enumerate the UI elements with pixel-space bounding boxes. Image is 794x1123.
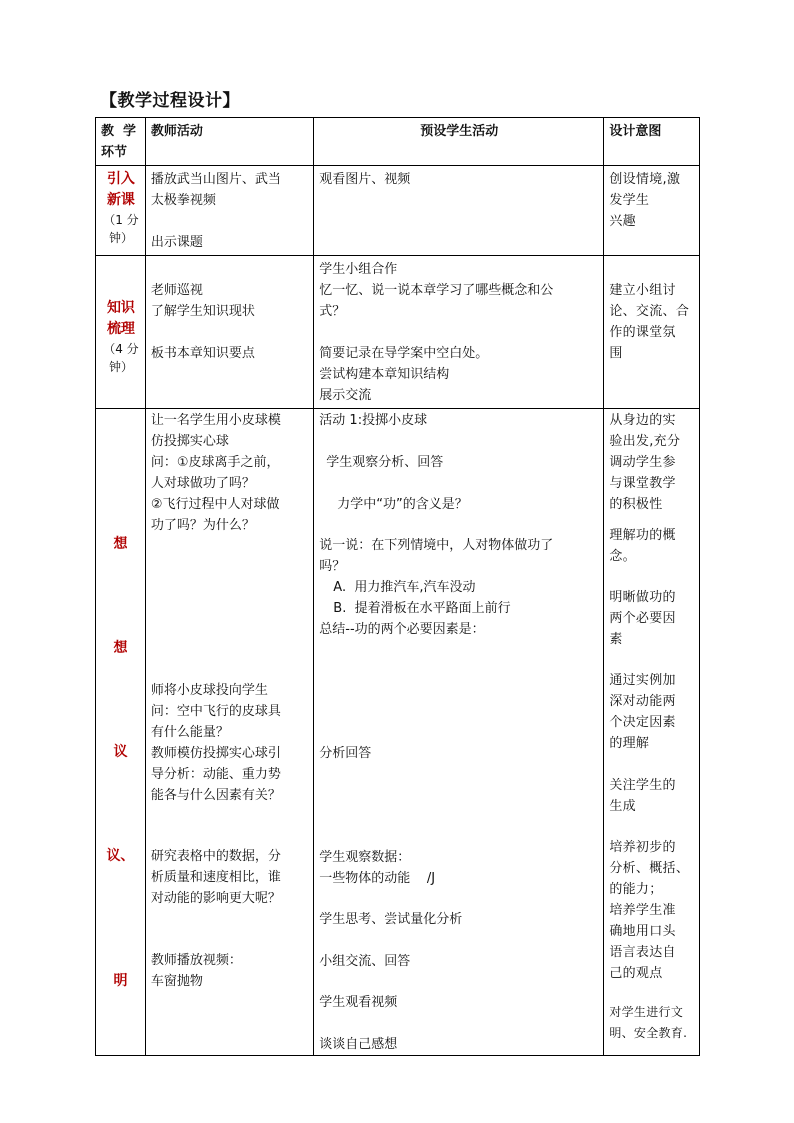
stage-discuss-char-3: 议 [113,744,128,760]
text-line: 尝试构建本章知识结构 [319,367,450,382]
text-line: 功了吗？为什么？ [150,518,255,533]
text-line: 播放武当山图片、武当 [150,172,281,187]
text-line: 围 [609,346,623,361]
text-line: 问：①皮球离手之前， [150,455,280,470]
text-line: 理解功的概 [609,528,676,543]
text-line: 人对球做功了吗？ [150,476,255,491]
text-line: 学生观察分析、回答 [326,455,444,470]
text-line: 教师模仿投掷实心球引 [150,746,281,761]
text-line: 活动 1:投掷小皮球 [319,413,428,428]
intent-discuss [604,409,700,1056]
text-line: 车窗抛物 [150,974,203,989]
text-line: 的积极性 [609,497,663,512]
text-line: 老师巡视 [150,283,203,298]
text-line: 析质量和速度相比，谁 [150,870,281,885]
text-line: 总结--功的两个必要因素是： [319,622,485,637]
stage-discuss-char-5: 明 [113,973,128,989]
text-line: 对学生进行文 [609,1005,684,1019]
text-line: 从身边的实 [609,413,676,428]
student-discuss [314,409,604,1056]
text-line: 谈谈自己感想 [319,1037,398,1052]
text-line: 板书本章知识要点 [150,346,255,361]
text-line: 学生小组合作 [319,262,398,277]
text-line: 明、安全教育. [609,1026,688,1040]
stage-intro-time-1: （1 分 [103,213,139,227]
text-line: 学生思考、尝试量化分析 [319,912,463,927]
text-line: B. 提着滑板在水平路面上前行 [333,601,511,616]
header-intent: 设计意图 [604,118,700,166]
text-line: 创设情境,激 [609,172,681,187]
text-line: 教师播放视频： [150,953,242,968]
text-line: 语言表达自 [609,945,676,960]
section-heading: 【教学过程设计】 [100,91,240,111]
table-header-row [96,118,700,166]
text-line: A. 用力推汽车,汽车没动 [333,580,476,595]
text-line: 深对动能两 [609,694,676,709]
header-student: 预设学生活动 [314,118,604,166]
text-line: 培养学生准 [609,903,676,918]
table-row [96,166,700,256]
header-stage [96,118,146,166]
text-line: 简要记录在导学案中空白处。 [319,346,489,361]
text-line: 明晰做功的 [609,590,676,605]
text-line: 一些物体的动能 /J [319,871,436,886]
student-review [314,256,604,409]
text-line: 力学中“功”的含义是？ [337,497,468,512]
text-line: 念。 [609,549,636,564]
text-line: 分析、概括、 [609,861,690,876]
text-line: 确地用口头 [609,924,676,939]
stage-discuss-char-1: 想 [113,536,128,552]
text-line: 让一名学生用小皮球模 [150,413,281,428]
text-line: 验出发,充分 [609,434,681,449]
text-line: 式？ [319,304,346,319]
text-line: 出示课题 [150,235,203,250]
stage-review-time-2: 钟） [108,360,133,374]
stage-review [96,256,146,409]
intent-review [604,256,700,409]
text-line: 生成 [609,799,636,814]
stage-discuss [96,409,146,1056]
text-line: 忆一忆、说一说本章学习了哪些概念和公 [319,283,554,298]
text-line: 兴趣 [609,214,636,229]
text-line: 与课堂教学 [609,476,676,491]
table-row [96,256,700,409]
teacher-discuss [145,409,313,1056]
lesson-plan-table [95,117,700,1056]
text-line: 有什么能量？ [150,725,229,740]
stage-intro [96,166,146,256]
text-line: 问：空中飞行的皮球具 [150,704,281,719]
text-line: 学生观察数据： [319,850,411,865]
text-line: 了解学生知识现状 [150,304,255,319]
text-line: 关注学生的 [609,778,676,793]
text-line: 吗？ [319,559,346,574]
stage-intro-time-2: 钟） [108,231,133,245]
header-teacher: 教师活动 [145,118,313,166]
text-line: 导分析：动能、重力势 [150,767,281,782]
text-line: 通过实例加 [609,673,676,688]
text-line: 说一说：在下列情境中，人对物体做功了 [319,538,554,553]
text-line: 己的观点 [609,966,663,981]
text-line: 师将小皮球投向学生 [150,683,268,698]
text-line: 的能力； [609,882,663,897]
text-line: 建立小组讨 [609,283,676,298]
stage-review-title-1: 知识 [106,300,135,316]
text-line: 能各与什么因素有关？ [150,788,281,803]
text-line: 个决定因素 [609,715,676,730]
header-stage-line2: 环节 [101,145,128,160]
stage-intro-title-2: 新课 [106,192,135,208]
text-line: 小组交流、回答 [319,954,411,969]
text-line: ②飞行过程中人对球做 [150,497,280,512]
student-intro [314,166,604,256]
text-line: 对动能的影响更大呢？ [150,891,281,906]
text-line: 研究表格中的数据，分 [150,849,281,864]
text-line: 太极拳视频 [150,193,216,208]
text-line: 仿投掷实心球 [150,434,229,449]
text-line: 的理解 [609,736,650,751]
teacher-intro [145,166,313,256]
text-line: 学生观看视频 [319,995,398,1010]
text-line: 观看图片、视频 [319,172,411,187]
text-line: 培养初步的 [609,840,676,855]
text-line: 调动学生参 [609,455,676,470]
table-row [96,409,700,1056]
stage-discuss-char-4: 议、 [106,848,135,864]
stage-review-time-1: （4 分 [103,342,139,356]
text-line: 素 [609,632,623,647]
stage-intro-title-1: 引入 [106,171,135,187]
text-line: 论、交流、合 [609,304,690,319]
text-line: 分析回答 [319,746,372,761]
teacher-review [145,256,313,409]
text-line: 发学生 [609,193,650,208]
stage-discuss-char-2: 想 [113,640,128,656]
header-stage-line1: 教 学 [101,124,137,139]
text-line: 展示交流 [319,388,372,403]
stage-review-title-2: 梳理 [106,321,135,337]
intent-intro [604,166,700,256]
text-line: 作的课堂氛 [609,325,676,340]
text-line: 两个必要因 [609,611,676,626]
